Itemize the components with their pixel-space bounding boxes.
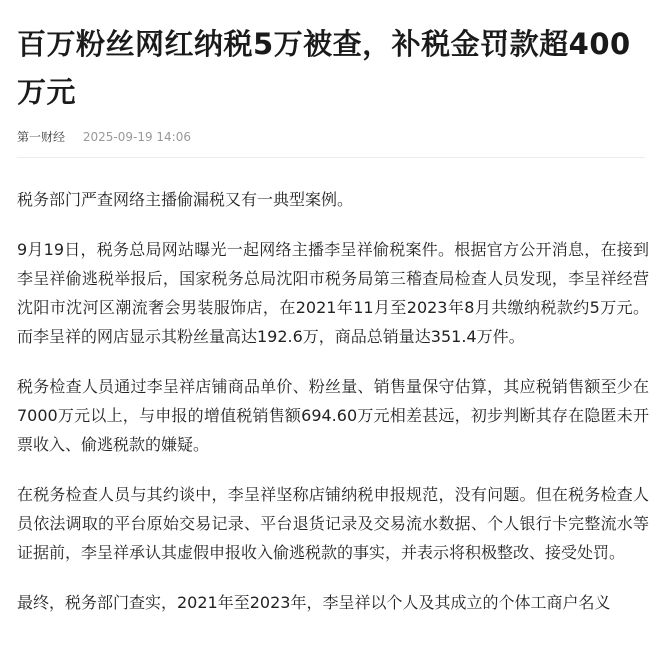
article-source[interactable]: 第一财经 <box>17 130 66 144</box>
paragraph: 税务部门严查网络主播偷漏税又有一典型案例。 <box>17 190 354 209</box>
article-title: 百万粉丝网红纳税5万被查，补税金罚款超400万元 <box>17 27 631 109</box>
paragraph: 最终，税务部门查实，2021年至2023年，李呈祥以个人及其成立的个体工商户名义 <box>17 593 611 612</box>
paragraph: 9月19日，税务总局网站曝光一起网络主播李呈祥偷税案件。根据官方公开消息，在接到李呈祥偷逃税举报后，国家税务总局沈阳市税务局第三稽查局检查人员发现，李呈祥经营沈阳市沈河区潮流奢会男装服饰店，在2021年11月至2023年8月共缴纳税款约5万元。而李呈祥的网店显示其粉丝量高达192.6万，商品总销量达351.4万件。 <box>17 240 649 346</box>
paragraph: 在税务检查人员与其约谈中，李呈祥坚称店铺纳税申报规范，没有问题。但在税务检查人员依法调取的平台原始交易记录、平台退货记录及交易流水数据、个人银行卡完整流水等证据前，李呈祥承认其虚假申报收入偷逃税款的事实，并表示将积极整改、接受处罚。 <box>17 485 649 562</box>
article-meta <box>17 129 191 145</box>
publish-time: 2025-09-19 14:06 <box>82 130 191 144</box>
meta-divider <box>17 157 645 158</box>
article-body <box>17 185 649 638</box>
paragraph: 税务检查人员通过李呈祥店铺商品单价、粉丝量、销售量保守估算，其应税销售额至少在7000万元以上，与申报的增值税销售额694.60万元相差甚远，初步判断其存在隐匿未开票收入、偷逃税款的嫌疑。 <box>17 377 649 454</box>
